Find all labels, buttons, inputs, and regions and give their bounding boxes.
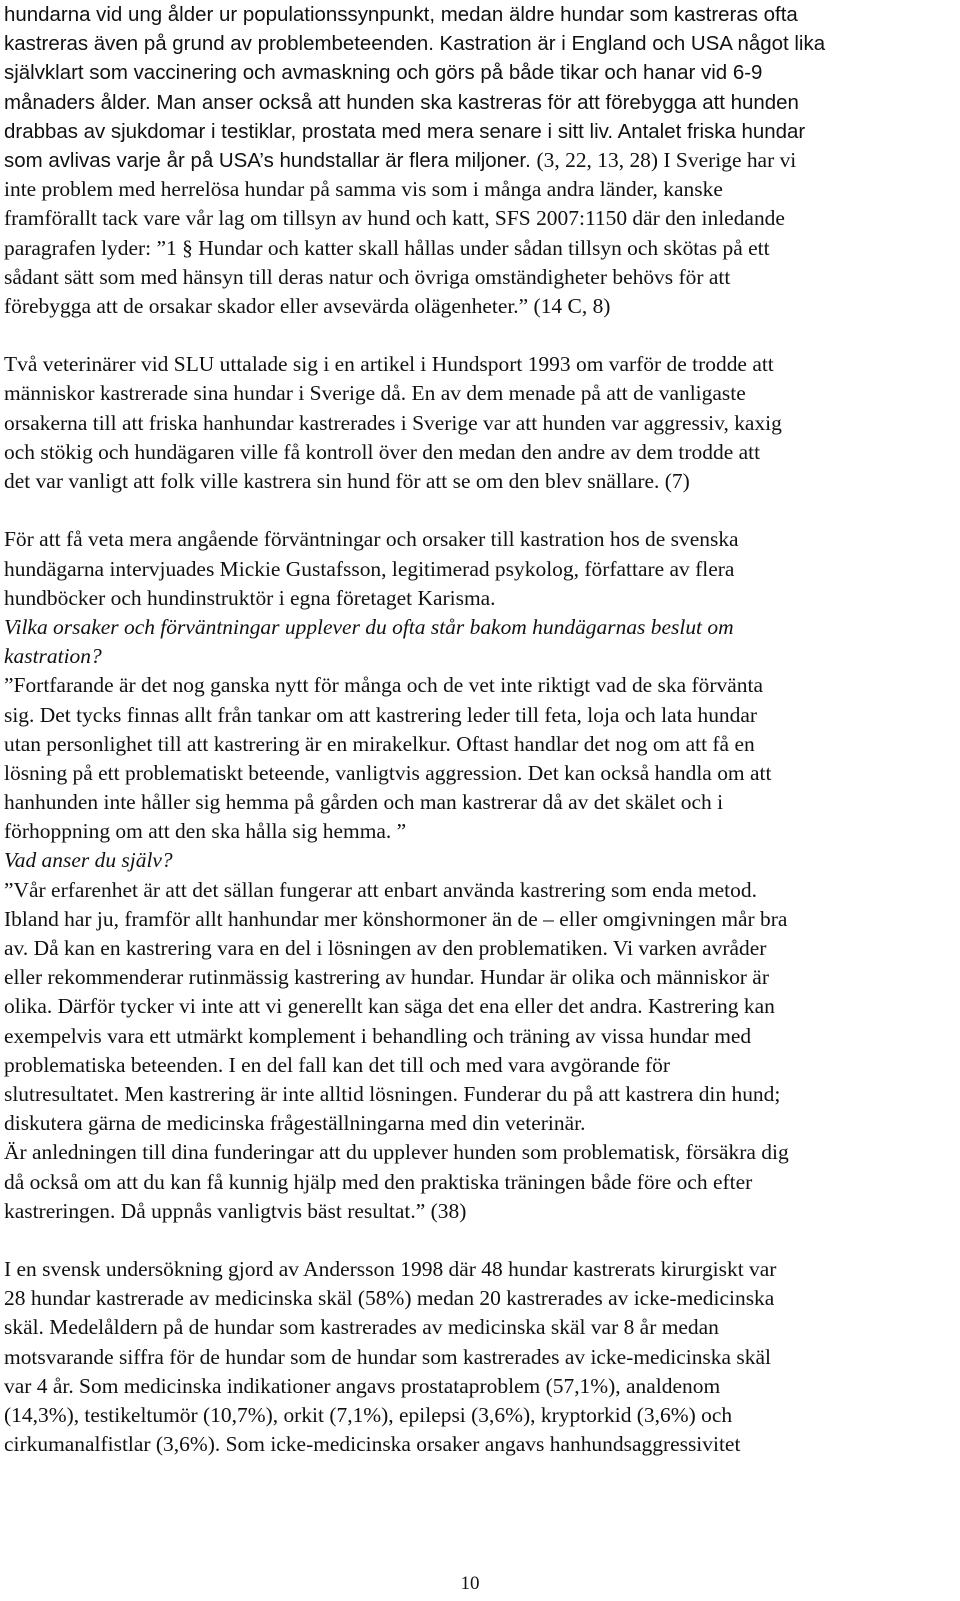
text-line: hundböcker och hundinstruktör i egna företaget Karisma. (4, 585, 496, 610)
text-line: slutresultatet. Men kastrering är inte alltid lösningen. Funderar du på att kastrera din hund; (4, 1081, 781, 1106)
text-line: kastration? (4, 644, 102, 669)
paragraph-4 (4, 1255, 942, 1459)
text-line: skäl. Medelåldern på de hundar som kastrerades av medicinska skäl var 8 år medan (4, 1315, 719, 1340)
text-line: då också om att du kan få kunnig hjälp med den praktiska träningen både före och efter (4, 1169, 753, 1194)
text-line: exempelvis vara ett utmärkt komplement i behandling och träning av vissa hundar med (4, 1023, 752, 1048)
text-line: hundägarna intervjuades Mickie Gustafsson, legitimerad psykolog, författare av flera (4, 556, 735, 581)
text-line: kastreringen. Då uppnås vanligtvis bäst resultat.” (38) (4, 1198, 467, 1223)
paragraph-3 (4, 525, 942, 1226)
text-line: Vilka orsaker och förväntningar upplever du ofta står bakom hundägarnas beslut om (4, 614, 734, 639)
text-line: sig. Det tycks finnas allt från tankar om att kastrering leder till feta, loja och lata hundar (4, 702, 758, 727)
text-line: För att få veta mera angående förväntningar och orsaker till kastration hos de svenska (4, 527, 739, 552)
text-line: hundarna vid ung ålder ur populationssynpunkt, medan äldre hundar som kastreras ofta (4, 3, 798, 26)
text-line: människor kastrerade sina hundar i Sverige då. En av dem menade på att de vanligaste (4, 381, 746, 406)
text-line: Vad anser du själv? (4, 848, 173, 873)
text-line: olika. Därför tycker vi inte att vi generellt kan säga det ena eller det andra. Kastrering kan (4, 994, 775, 1019)
text-line: förebygga att de orsakar skador eller avsevärda olägenheter.” (14 C, 8) (4, 293, 611, 318)
paragraph-gap (4, 321, 942, 350)
text-line: inte problem med herrelösa hundar på samma vis som i många andra länder, kanske (4, 177, 723, 202)
text-line-sans-part: som avlivas varje år på USA’s hundstallar är flera miljoner. (4, 148, 537, 172)
text-line: (14,3%), testikeltumör (10,7%), orkit (7,1%), epilepsi (3,6%), kryptorkid (3,6%) och (4, 1403, 733, 1427)
text-line: I en svensk undersökning gjord av Andersson 1998 där 48 hundar kastrerats kirurgiskt var (4, 1257, 777, 1282)
paragraph-gap (4, 496, 942, 525)
text-line: eller rekommenderar rutinmässig kastrering av hundar. Hundar är olika och människor är (4, 965, 769, 990)
text-line: orsakerna till att friska hanhundar kastrerades i Sverige var att hunden var aggressiv, kaxig (4, 410, 782, 435)
text-line: paragrafen lyder: ”1 § Hundar och katter skall hållas under sådan tillsyn och skötas på ett (4, 235, 770, 260)
text-line: förhoppning om att den ska hålla sig hemma. ” (4, 819, 407, 844)
text-line: kastreras även på grund av problembeteenden. Kastration är i England och USA något lika (4, 32, 826, 56)
text-line-serif-part: (3, 22, 13, 28) I Sverige har vi (536, 147, 797, 172)
text-line: lösning på ett problematiskt beteende, vanligtvis aggression. Det kan också handla om att (4, 760, 772, 785)
paragraph-2 (4, 350, 942, 496)
text-line: drabbas av sjukdomar i testiklar, prostata med mera senare i sitt liv. Antalet friska hundar (4, 119, 806, 143)
text-line: ”Fortfarande är det nog ganska nytt för många och de vet inte riktigt vad de ska förvänta (4, 673, 764, 698)
text-line: Är anledningen till dina funderingar att du upplever hunden som problematisk, försäkra dig (4, 1140, 789, 1165)
paragraph-1 (4, 0, 942, 321)
text-line: Ibland har ju, framför allt hanhundar mer könshormoner än de – eller omgivningen mår bra (4, 906, 788, 931)
text-line: månaders ålder. Man anser också att hunden ska kastreras för att förebygga att hunden (4, 90, 799, 114)
text-line: ”Vår erfarenhet är att det sällan fungerar att enbart använda kastrering som enda metod. (4, 877, 757, 902)
page-number: 10 (460, 1573, 480, 1594)
text-line: och stökig och hundägaren ville få kontroll över den medan den andre av dem trodde att (4, 439, 761, 464)
text-line: cirkumanalfistlar (3,6%). Som icke-medicinska orsaker angavs hanhundsaggressivitet (4, 1432, 741, 1457)
text-line: motsvarande siffra för de hundar som de hundar som kastrerades av icke-medicinska skäl (4, 1344, 771, 1369)
text-line: diskutera gärna de medicinska frågeställningarna med din veterinär. (4, 1111, 586, 1136)
text-line: var 4 år. Som medicinska indikationer angavs prostataproblem (57,1%), analdenom (4, 1373, 721, 1398)
text-line: framförallt tack vare vår lag om tillsyn av hund och katt, SFS 2007:1150 där den inledande (4, 206, 785, 231)
document-body (4, 0, 942, 1459)
text-line: sådant sätt som med hänsyn till deras natur och övriga omständigheter behövs för att (4, 264, 731, 289)
text-line: hanhunden inte håller sig hemma på gården och man kastrerar då av det skälet och i (4, 790, 724, 815)
text-line: problematiska beteenden. I en del fall kan det till och med vara avgörande för (4, 1052, 671, 1077)
text-line (4, 146, 940, 175)
text-line: Två veterinärer vid SLU uttalade sig i en artikel i Hundsport 1993 om varför de trodde att (4, 352, 774, 377)
text-line: av. Då kan en kastrering vara en del i lösningen av den problematiken. Vi varken avråder (4, 936, 767, 960)
text-line: 28 hundar kastrerade av medicinska skäl (58%) medan 20 kastrerades av icke-medicinska (4, 1286, 775, 1311)
text-line: det var vanligt att folk ville kastrera sin hund för att se om den blev snällare. (7) (4, 469, 690, 493)
text-line: självklart som vaccinering och avmaskning och görs på både tikar och hanar vid 6-9 (4, 61, 763, 85)
text-line: utan personlighet till att kastrering är en mirakelkur. Oftast handlar det nog om att få en (4, 731, 755, 756)
paragraph-gap (4, 1226, 942, 1255)
